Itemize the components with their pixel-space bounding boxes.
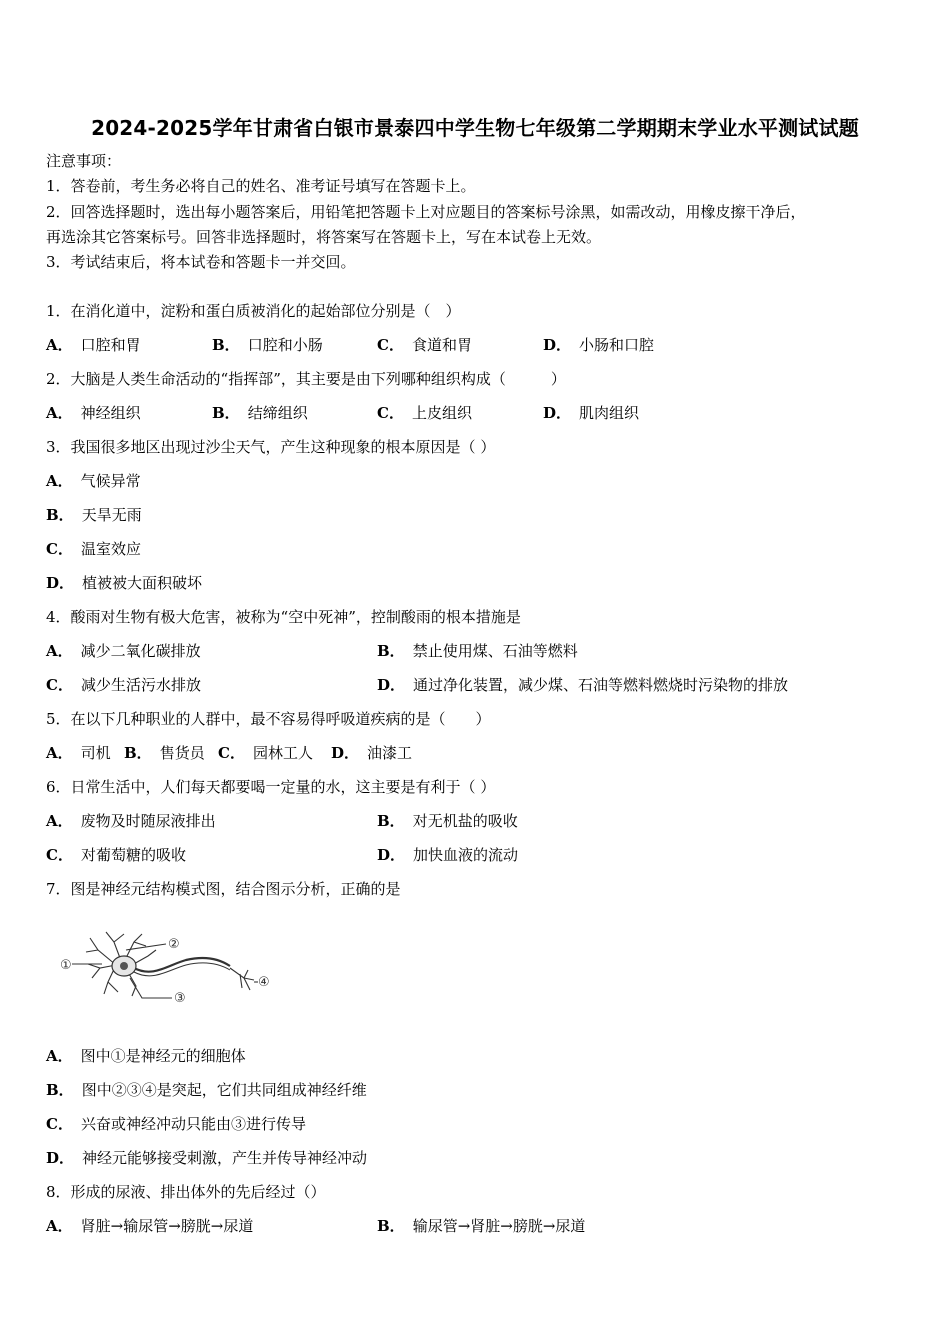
notice-item: 1．答卷前，考生务必将自己的姓名、准考证号填写在答题卡上。: [46, 177, 476, 195]
option-d[interactable]: D． 肌肉组织: [543, 404, 640, 422]
neuron-diagram: [58, 920, 280, 1016]
option-c[interactable]: C． 兴奋或神经冲动只能由③进行传导: [46, 1115, 306, 1133]
option-b[interactable]: B． 图中②③④是突起，它们共同组成神经纤维: [46, 1081, 367, 1099]
notice-item: 再选涂其它答案标号。回答非选择题时，将答案写在答题卡上，写在本试卷上无效。: [46, 228, 602, 246]
question-stem: 6．日常生活中，人们每天都要喝一定量的水，这主要是有利于（ ）: [46, 778, 496, 796]
question-stem: 5．在以下几种职业的人群中，最不容易得呼吸道疾病的是（ ）: [46, 710, 491, 728]
question-stem: 2．大脑是人类生命活动的“指挥部”，其主要是由下列哪种组织构成（ ）: [46, 370, 566, 388]
notice-item: 2．回答选择题时，选出每小题答案后，用铅笔把答题卡上对应题目的答案标号涂黑，如需改动，用橡皮擦干净后，: [46, 203, 806, 221]
option-b[interactable]: B． 口腔和小肠: [212, 336, 323, 354]
option-b[interactable]: B． 结缔组织: [212, 404, 308, 422]
option-a[interactable]: A． 口腔和胃: [46, 336, 141, 354]
question-stem: 7．图是神经元结构模式图，结合图示分析，正确的是: [46, 880, 401, 898]
option-b[interactable]: B． 售货员: [124, 744, 205, 762]
option-a[interactable]: A． 图中①是神经元的细胞体: [46, 1047, 246, 1065]
label-2: ②: [168, 937, 180, 952]
question-stem: 3．我国很多地区出现过沙尘天气，产生这种现象的根本原因是（ ）: [46, 438, 496, 456]
page-title: 2024-2025学年甘肃省白银市景泰四中学生物七年级第二学期期末学业水平测试试题: [91, 116, 859, 140]
option-d[interactable]: D． 植被被大面积破坏: [46, 574, 203, 592]
notice-heading: 注意事项：: [46, 152, 122, 170]
question-stem: 8．形成的尿液、排出体外的先后经过（）: [46, 1183, 326, 1201]
option-c[interactable]: C． 减少生活污水排放: [46, 676, 201, 694]
option-a[interactable]: A． 废物及时随尿液排出: [46, 812, 216, 830]
option-c[interactable]: C． 温室效应: [46, 540, 141, 558]
option-c[interactable]: C． 食道和胃: [377, 336, 472, 354]
label-3: ③: [174, 991, 186, 1006]
option-a[interactable]: A． 肾脏→输尿管→膀胱→尿道: [46, 1217, 254, 1235]
option-b[interactable]: B． 天旱无雨: [46, 506, 142, 524]
option-d[interactable]: D． 油漆工: [331, 744, 413, 762]
question-stem: 1．在消化道中，淀粉和蛋白质被消化的起始部位分别是（ ）: [46, 302, 461, 320]
notice-item: 3．考试结束后，将本试卷和答题卡一并交回。: [46, 253, 356, 271]
option-b[interactable]: B． 对无机盐的吸收: [377, 812, 518, 830]
option-a[interactable]: A． 减少二氧化碳排放: [46, 642, 201, 660]
option-c[interactable]: C． 对葡萄糖的吸收: [46, 846, 186, 864]
option-b[interactable]: B． 禁止使用煤、石油等燃料: [377, 642, 578, 660]
option-a[interactable]: A． 司机: [46, 744, 111, 762]
question-stem: 4．酸雨对生物有极大危害，被称为“空中死神”，控制酸雨的根本措施是: [46, 608, 521, 626]
label-4: ④: [258, 975, 270, 990]
option-d[interactable]: D． 神经元能够接受刺激，产生并传导神经冲动: [46, 1149, 368, 1167]
label-1: ①: [60, 958, 72, 973]
option-d[interactable]: D． 小肠和口腔: [543, 336, 655, 354]
option-c[interactable]: C． 上皮组织: [377, 404, 472, 422]
option-b[interactable]: B． 输尿管→肾脏→膀胱→尿道: [377, 1217, 586, 1235]
option-c[interactable]: C． 园林工人: [218, 744, 313, 762]
option-d[interactable]: D． 加快血液的流动: [377, 846, 519, 864]
option-a[interactable]: A． 气候异常: [46, 472, 141, 490]
option-a[interactable]: A． 神经组织: [46, 404, 141, 422]
option-d[interactable]: D． 通过净化装置，减少煤、石油等燃料燃烧时污染物的排放: [377, 676, 789, 694]
